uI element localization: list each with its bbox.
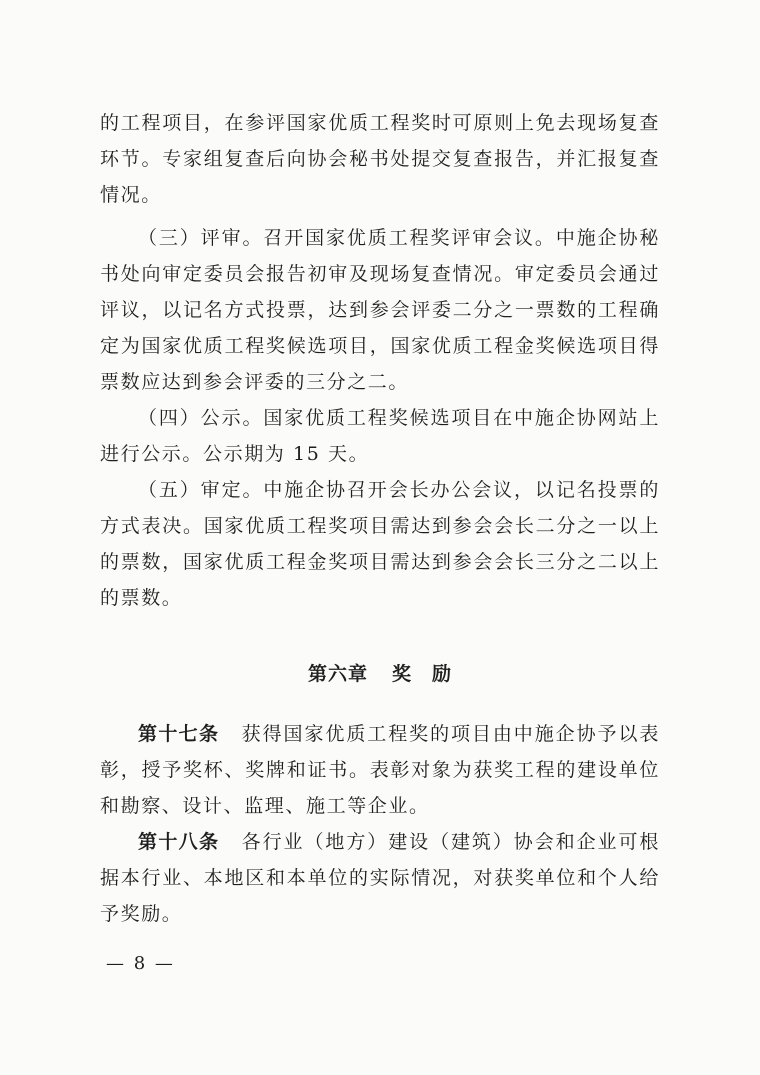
paragraph-publicity: （四）公示。国家优质工程奖候选项目在中施企协网站上进行公示。公示期为 15 天。 bbox=[100, 407, 660, 465]
article-17-head: 第十七条 bbox=[138, 723, 220, 745]
article-18 bbox=[100, 824, 660, 932]
articles-block bbox=[100, 716, 660, 932]
chapter-number: 第六章 bbox=[307, 663, 368, 685]
paragraph-approval: （五）审定。中施企协召开会长办公会议，以记名投票的方式表决。国家优质工程奖项目需达到参会会长二分之一以上的票数，国家优质工程金奖项目需达到参会会长三分之二以上的票数。 bbox=[100, 479, 660, 609]
paragraph-review: （三）评审。召开国家优质工程奖评审会议。中施企协秘书处向审定委员会报告初审及现场复查情况。审定委员会通过评议，以记名方式投票，达到参会评委二分之一票数的工程确定为国家优质工程奖候选项目，国家优质工程金奖候选项目得票数应达到参会评委的三分之二。 bbox=[100, 227, 660, 393]
article-18-text: 各行业（地方）建设（建筑）协会和企业可根据本行业、本地区和本单位的实际情况，对获奖单位和个人给予奖励。 bbox=[100, 831, 660, 925]
page-number: — 8 — bbox=[106, 953, 175, 974]
review-steps-block bbox=[100, 220, 660, 616]
paragraph-continued: 的工程项目，在参评国家优质工程奖时可原则上免去现场复查环节。专家组复查后向协会秘书处提交复查报告，并汇报复查情况。 bbox=[100, 112, 660, 206]
article-17-text: 获得国家优质工程奖的项目由中施企协予以表彰，授予奖杯、奖牌和证书。表彰对象为获奖工程的建设单位和勘察、设计、监理、施工等企业。 bbox=[100, 723, 660, 817]
article-17 bbox=[100, 716, 660, 824]
article-18-head: 第十八条 bbox=[138, 831, 220, 853]
chapter-title: 奖 励 bbox=[392, 663, 453, 685]
continued-paragraph-block bbox=[100, 105, 660, 213]
chapter-heading bbox=[0, 660, 760, 688]
